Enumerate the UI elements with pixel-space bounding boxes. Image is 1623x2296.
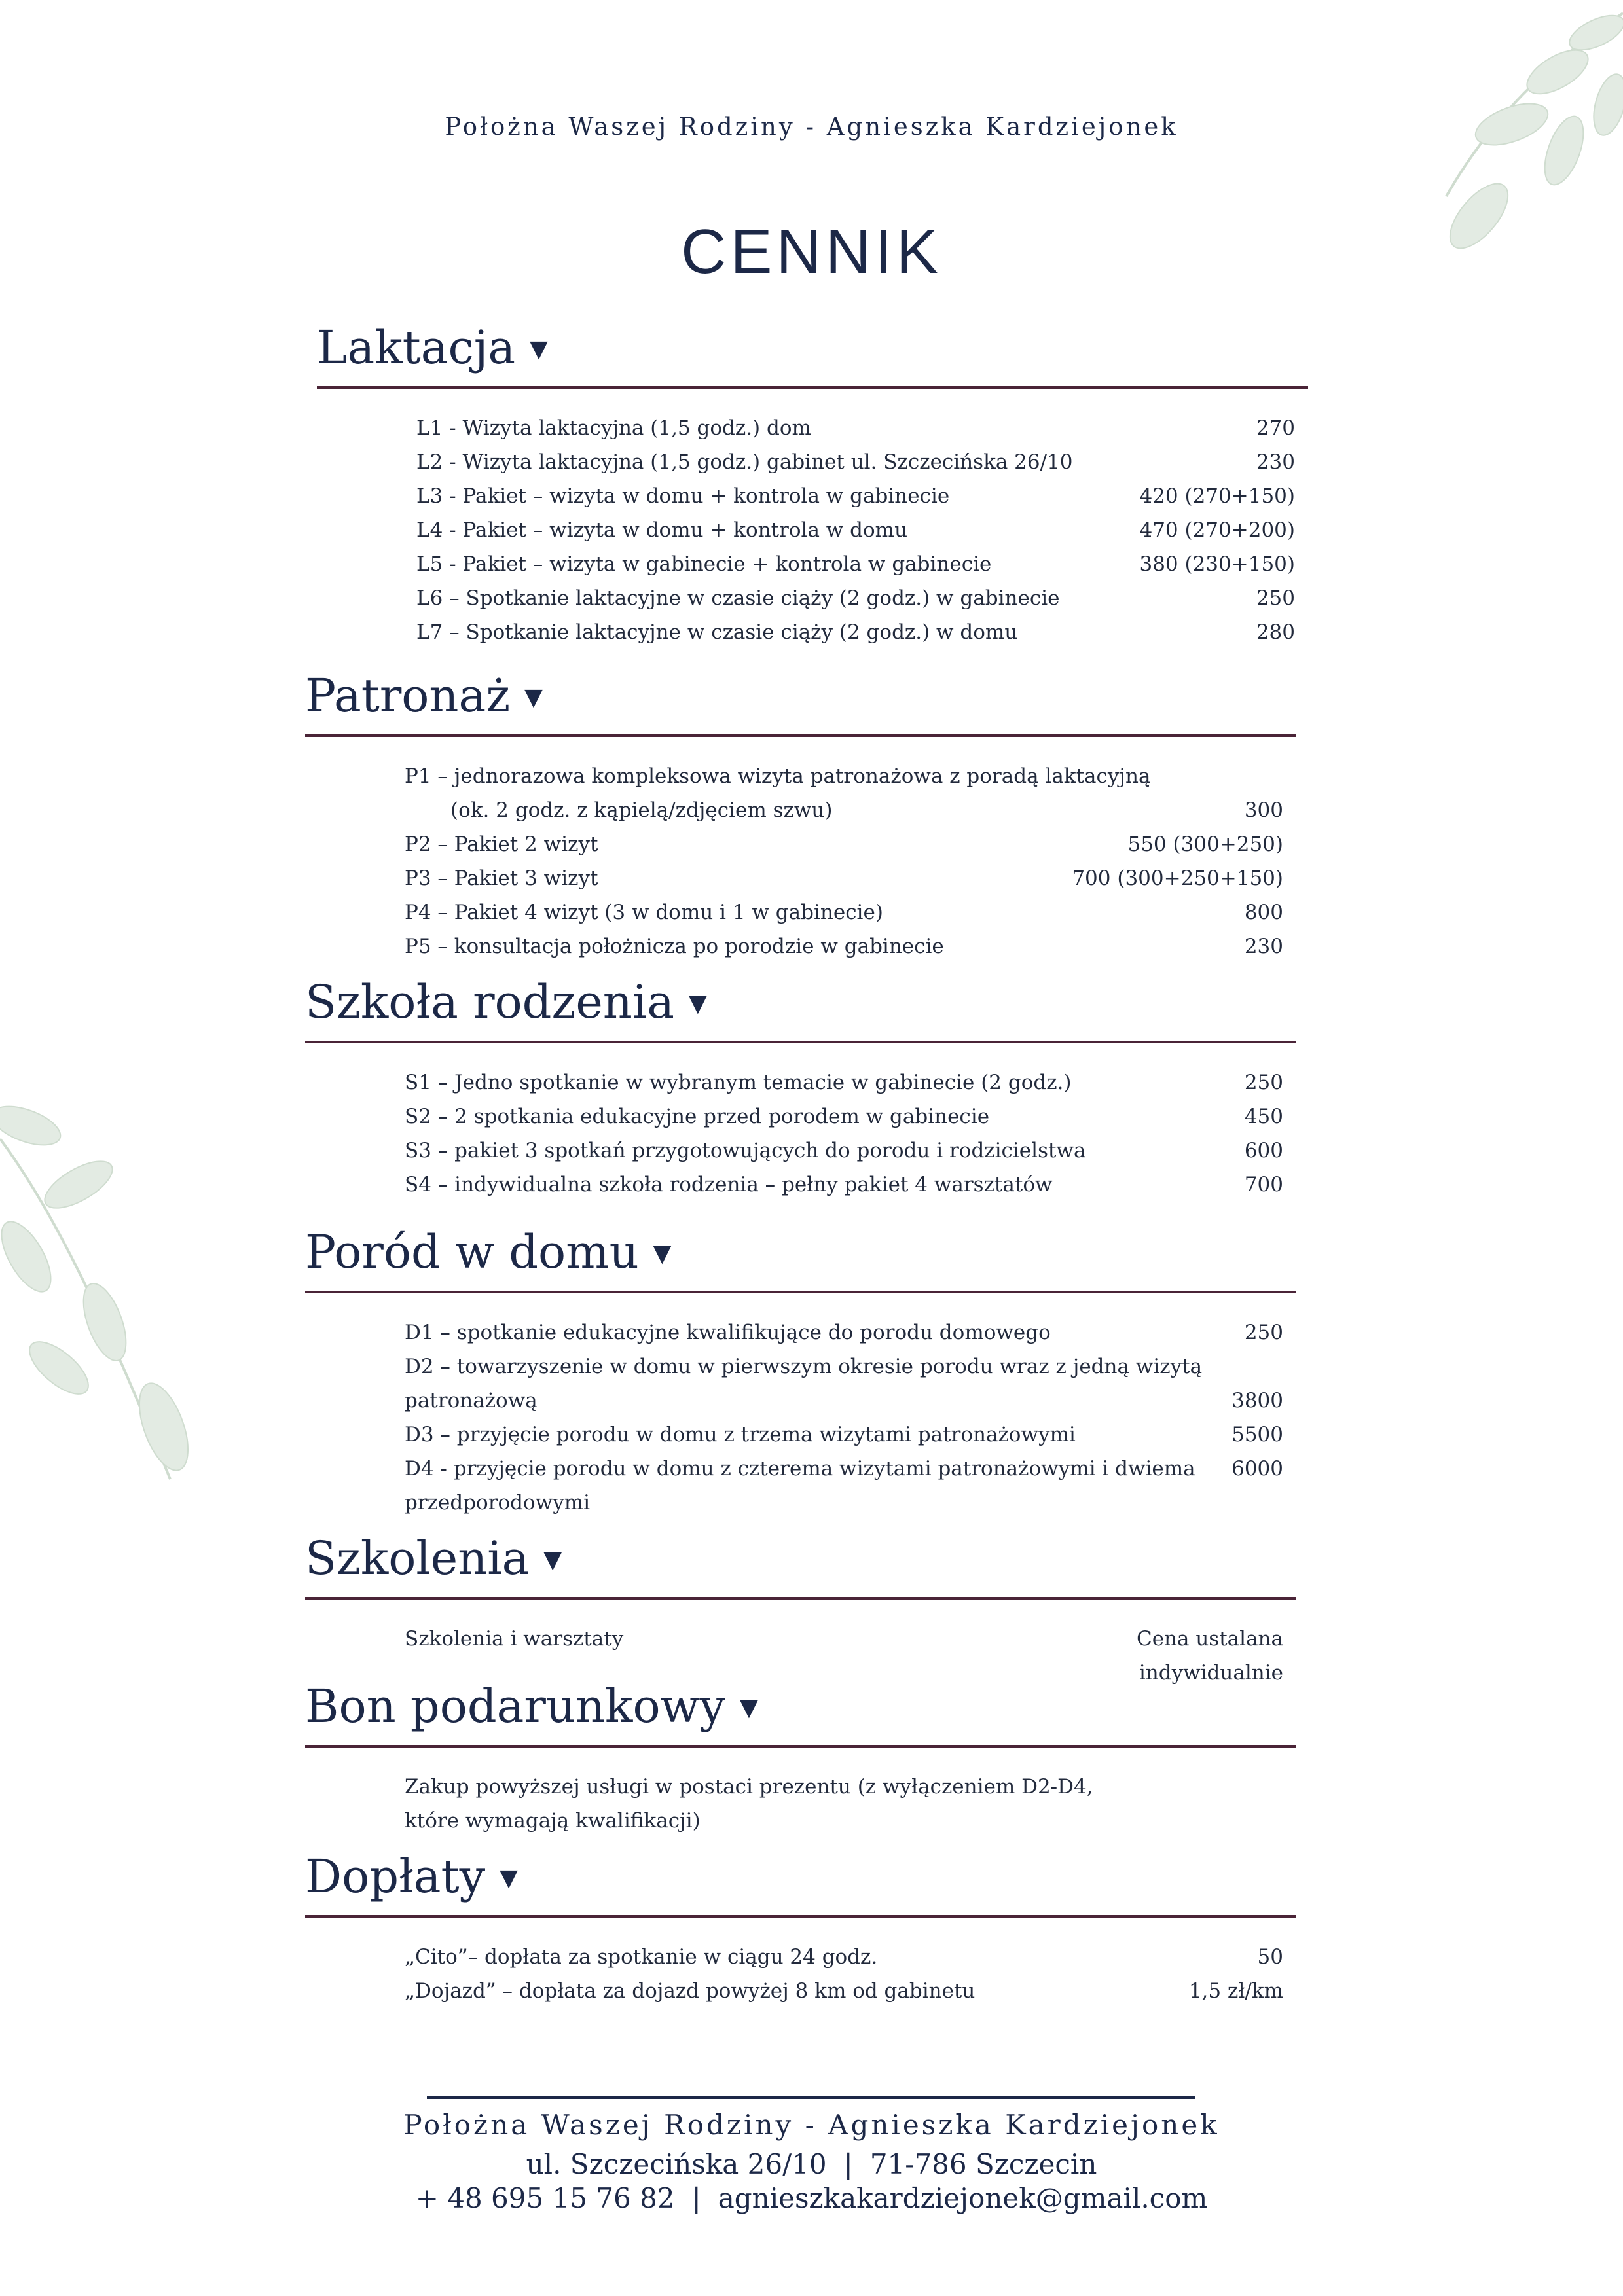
service-price: 250 <box>1244 1321 1283 1344</box>
section-header[interactable] <box>305 1850 1296 1918</box>
service-label: L7 – Spotkanie laktacyjne w czasie ciąży (2 godz.) w domu <box>416 620 1018 644</box>
footer-contact <box>0 2182 1623 2214</box>
header-title: Położna Waszej Rodziny - Agnieszka Kardziejonek <box>445 113 1178 141</box>
service-price: 270 <box>1256 416 1295 440</box>
service-price: 600 <box>1244 1139 1283 1162</box>
service-label: P3 – Pakiet 3 wizyt <box>405 867 598 890</box>
footer-phone[interactable]: + 48 695 15 76 82 <box>415 2182 675 2214</box>
price-row <box>317 581 1308 615</box>
service-label: D3 – przyjęcie porodu w domu z trzema wizytami patronażowymi <box>405 1423 1076 1446</box>
service-price: 250 <box>1256 586 1295 610</box>
section-title: Bon podarunkowy ▼ <box>305 1679 758 1733</box>
section-header[interactable] <box>305 975 1296 1043</box>
service-label: Szkolenia i warsztaty <box>405 1627 624 1651</box>
service-label: S4 – indywidualna szkoła rodzenia – pełny pakiet 4 warsztatów <box>405 1173 1053 1196</box>
service-label: P5 – konsultacja położnicza po porodzie w gabinecie <box>405 935 944 958</box>
section-title: Patronaż ▼ <box>305 669 543 723</box>
caret-down-icon: ▼ <box>530 336 548 363</box>
service-price-continued: indywidualnie <box>1139 1661 1283 1685</box>
footer-separator: | <box>843 2148 853 2180</box>
price-row <box>305 1622 1296 1656</box>
service-label-continued: patronażową <box>405 1389 538 1412</box>
service-label: P1 – jednorazowa kompleksowa wizyta patronażowa z poradą laktacyjną <box>405 764 1151 788</box>
service-price: 1,5 zł/km <box>1188 1979 1283 2003</box>
service-label: L2 - Wizyta laktacyjna (1,5 godz.) gabinet ul. Szczecińska 26/10 <box>416 450 1073 474</box>
section-title: Szkoła rodzenia ▼ <box>305 975 707 1029</box>
section-title: Laktacja ▼ <box>317 321 548 374</box>
service-price: 470 (270+200) <box>1139 518 1295 542</box>
price-row <box>305 1316 1296 1350</box>
price-row <box>317 411 1308 445</box>
service-label: L3 - Pakiet – wizyta w domu + kontrola w gabinecie <box>416 484 950 508</box>
price-row <box>305 1350 1296 1384</box>
section-header[interactable] <box>305 1679 1296 1748</box>
description-row <box>305 1770 1296 1804</box>
service-price: 380 (230+150) <box>1139 552 1295 576</box>
price-row <box>305 1134 1296 1168</box>
service-price: 700 (300+250+150) <box>1072 867 1283 890</box>
service-price: Cena ustalana <box>1136 1627 1283 1651</box>
section-szkola-rodzenia <box>305 975 1296 1202</box>
price-row <box>305 1066 1296 1100</box>
price-row <box>305 1486 1296 1520</box>
footer-email[interactable]: agnieszkakardziejonek@gmail.com <box>718 2182 1208 2214</box>
caret-down-icon: ▼ <box>500 1865 518 1892</box>
service-price: 550 (300+250) <box>1127 833 1283 856</box>
footer-city: 71-786 Szczecin <box>869 2148 1097 2180</box>
description-text: które wymagają kwalifikacji) <box>405 1809 701 1833</box>
price-row <box>305 1418 1296 1452</box>
footer-address <box>0 2148 1623 2180</box>
caret-down-icon: ▼ <box>653 1240 672 1267</box>
service-price: 450 <box>1244 1105 1283 1128</box>
price-row <box>317 445 1308 479</box>
price-row <box>305 1168 1296 1202</box>
footer-street: ul. Szczecińska 26/10 <box>526 2148 827 2180</box>
service-label: S1 – Jedno spotkanie w wybranym temacie w gabinecie (2 godz.) <box>405 1071 1072 1094</box>
price-row <box>305 759 1296 793</box>
section-bon-podarunkowy <box>305 1679 1296 1838</box>
service-label: P4 – Pakiet 4 wizyt (3 w domu i 1 w gabinecie) <box>405 901 883 924</box>
footer-name: Położna Waszej Rodziny - Agnieszka Kardziejonek <box>403 2109 1220 2141</box>
section-doplaty <box>305 1850 1296 2008</box>
price-row <box>305 793 1296 827</box>
caret-down-icon: ▼ <box>740 1695 758 1721</box>
footer-divider <box>427 2096 1195 2099</box>
service-label: L4 - Pakiet – wizyta w domu + kontrola w domu <box>416 518 908 542</box>
service-label: P2 – Pakiet 2 wizyt <box>405 833 598 856</box>
price-row <box>305 1384 1296 1418</box>
service-label: D1 – spotkanie edukacyjne kwalifikujące do porodu domowego <box>405 1321 1051 1344</box>
service-price: 300 <box>1244 798 1283 822</box>
section-szkolenia <box>305 1532 1296 1690</box>
service-label-continued: przedporodowymi <box>405 1491 591 1515</box>
service-label: D2 – towarzyszenie w domu w pierwszym okresie porodu wraz z jedną wizytą <box>405 1355 1203 1378</box>
section-title: Szkolenia ▼ <box>305 1532 562 1585</box>
caret-down-icon: ▼ <box>689 990 707 1017</box>
section-header[interactable] <box>305 1225 1296 1293</box>
service-price: 280 <box>1256 620 1295 644</box>
price-row <box>305 929 1296 963</box>
section-header[interactable] <box>317 321 1308 389</box>
footer-separator: | <box>691 2182 701 2214</box>
service-label: L1 - Wizyta laktacyjna (1,5 godz.) dom <box>416 416 811 440</box>
section-title: Poród w domu ▼ <box>305 1225 672 1279</box>
page-title: CENNIK <box>681 217 942 287</box>
price-row <box>305 827 1296 861</box>
section-header[interactable] <box>305 669 1296 737</box>
description-text: Zakup powyższej usługi w postaci prezentu (z wyłączeniem D2-D4, <box>405 1775 1093 1799</box>
service-price: 6000 <box>1231 1457 1283 1480</box>
section-header[interactable] <box>305 1532 1296 1600</box>
service-label-continued: (ok. 2 godz. z kąpielą/zdjęciem szwu) <box>450 798 833 822</box>
price-row <box>305 1940 1296 1974</box>
service-price: 3800 <box>1231 1389 1283 1412</box>
service-price: 50 <box>1257 1945 1283 1969</box>
caret-down-icon: ▼ <box>524 684 543 711</box>
service-price: 230 <box>1244 935 1283 958</box>
section-patronaz <box>305 669 1296 963</box>
service-label: L5 - Pakiet – wizyta w gabinecie + kontrola w gabinecie <box>416 552 992 576</box>
service-price: 700 <box>1244 1173 1283 1196</box>
description-row <box>305 1804 1296 1838</box>
price-row <box>305 861 1296 895</box>
service-label: S3 – pakiet 3 spotkań przygotowujących do porodu i rodzicielstwa <box>405 1139 1086 1162</box>
price-row <box>317 513 1308 547</box>
service-label: S2 – 2 spotkania edukacyjne przed porodem w gabinecie <box>405 1105 990 1128</box>
price-row <box>305 1100 1296 1134</box>
service-price: 5500 <box>1231 1423 1283 1446</box>
service-price: 800 <box>1244 901 1283 924</box>
service-price: 420 (270+150) <box>1139 484 1295 508</box>
leaf-decoration-icon <box>0 1086 216 1492</box>
service-label: „Dojazd” – dopłata za dojazd powyżej 8 km od gabinetu <box>405 1979 976 2003</box>
service-label: „Cito”– dopłata za spotkanie w ciągu 24 godz. <box>405 1945 878 1969</box>
price-row <box>317 547 1308 581</box>
section-laktacja <box>317 321 1308 649</box>
price-row <box>305 1452 1296 1486</box>
caret-down-icon: ▼ <box>543 1547 562 1573</box>
price-row <box>305 895 1296 929</box>
price-row <box>305 1974 1296 2008</box>
price-row <box>317 615 1308 649</box>
price-row <box>317 479 1308 513</box>
service-label: L6 – Spotkanie laktacyjne w czasie ciąży (2 godz.) w gabinecie <box>416 586 1060 610</box>
section-porod-w-domu <box>305 1225 1296 1520</box>
service-label: D4 - przyjęcie porodu w domu z czterema wizytami patronażowymi i dwiema <box>405 1457 1195 1480</box>
service-price: 230 <box>1256 450 1295 474</box>
service-price: 250 <box>1244 1071 1283 1094</box>
section-title: Dopłaty ▼ <box>305 1850 518 1903</box>
